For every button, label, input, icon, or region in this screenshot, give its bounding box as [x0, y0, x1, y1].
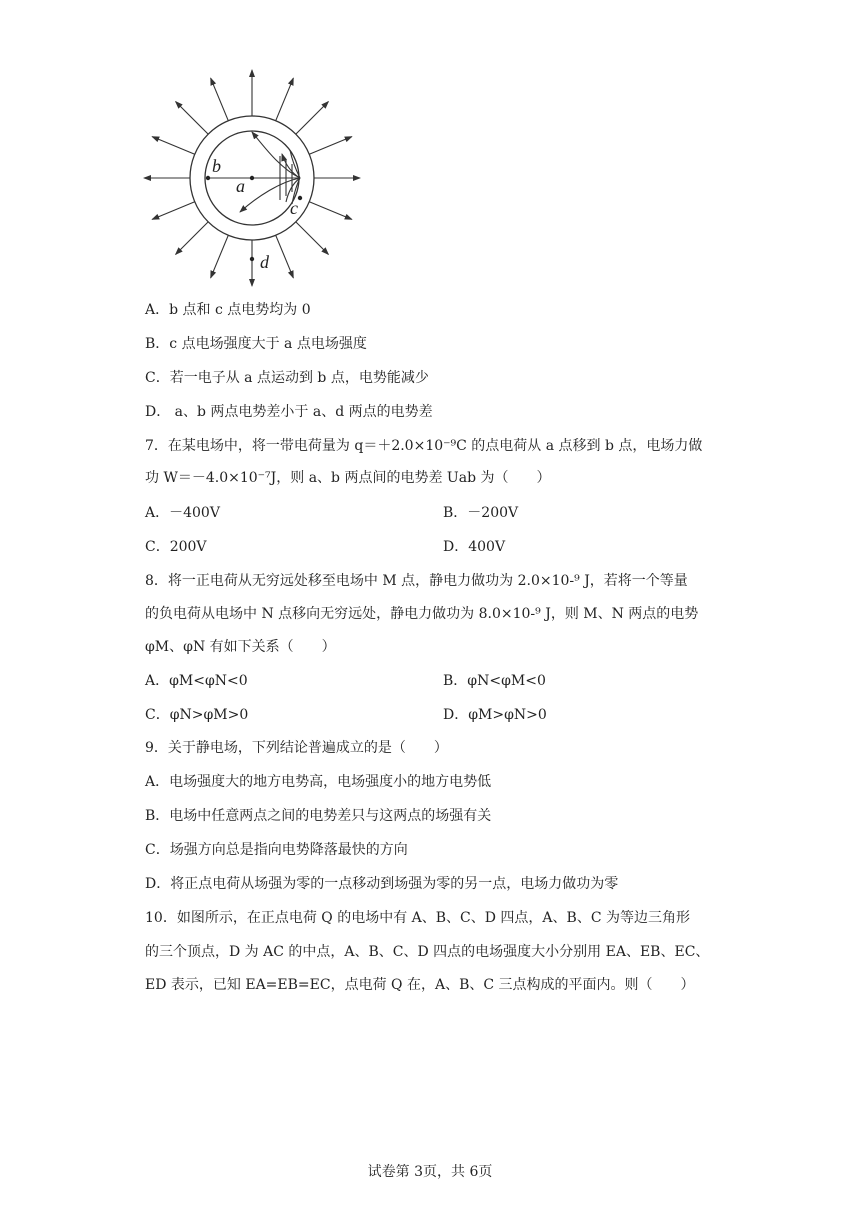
q6-option-c: C．若一电子从 a 点运动到 b 点，电势能减少	[145, 370, 429, 386]
q10-stem-line1: 10．如图所示，在正点电荷 Q 的电场中有 A、B、C、D 四点，A、B、C 为等边三角形	[145, 910, 690, 926]
q6-option-b: B．c 点电场强度大于 a 点电场强度	[145, 336, 367, 352]
page-footer: 试卷第 3页，共 6页	[367, 1164, 493, 1180]
q7-option-b: B．－200V	[443, 505, 519, 521]
field-arrow	[276, 78, 294, 120]
field-arrow	[309, 202, 351, 220]
q9-option-d: D．将正点电荷从场强为零的一点移动到场强为零的另一点，电场力做功为零	[145, 876, 619, 892]
field-arrow	[276, 235, 294, 277]
q10-stem-line2: 的三个顶点，D 为 AC 的中点，A、B、C、D 四点的电场强度大小分别用 EA、EB、EC、	[145, 944, 710, 960]
field-arrow	[296, 222, 329, 255]
field-arrow	[152, 137, 194, 155]
field-arrow	[211, 235, 229, 277]
field-arrow	[152, 202, 194, 220]
electric-field-figure	[140, 68, 380, 288]
q8-stem-line1: 8．将一正电荷从无穷远处移至电场中 M 点，静电力做功为 2.0×10-⁹ J，若将一个等量	[145, 573, 688, 589]
q10-stem-line3: ED 表示，已知 EA=EB=EC，点电荷 Q 在，A、B、C 三点构成的平面内。则（ ）	[145, 977, 695, 993]
label-c: c	[290, 198, 298, 218]
q9-option-b: B．电场中任意两点之间的电势差只与这两点的场强有关	[145, 808, 492, 824]
q8-stem-line3: φM、φN 有如下关系（ ）	[145, 639, 336, 655]
q7-stem-line2: 功 W＝－4.0×10⁻⁷J，则 a、b 两点间的电势差 Uab 为（ ）	[145, 470, 551, 486]
q9-option-c: C．场强方向总是指向电势降落最快的方向	[145, 842, 408, 858]
q7-option-a: A．－400V	[145, 505, 220, 521]
q8-stem-line2: 的负电荷从电场中 N 点移向无穷远处，静电力做功为 8.0×10-⁹ J，则 M、N 两点的电势	[145, 606, 699, 622]
q8-option-d: D．φM>φN>0	[443, 707, 547, 723]
q8-option-c: C．φN>φM>0	[145, 707, 249, 723]
q9-option-a: A．电场强度大的地方电势高，电场强度小的地方电势低	[145, 774, 492, 790]
field-arrow	[211, 78, 229, 120]
q7-stem-line1: 7．在某电场中，将一带电荷量为 q＝＋2.0×10⁻⁹C 的点电荷从 a 点移到 b 点，电场力做	[145, 438, 703, 454]
field-arrow	[309, 137, 351, 155]
q6-option-a: A．b 点和 c 点电势均为 0	[145, 302, 311, 318]
q7-option-d: D．400V	[443, 539, 506, 555]
q8-option-b: B．φN<φM<0	[443, 673, 546, 689]
label-a: a	[236, 176, 245, 196]
field-arrow	[176, 102, 209, 135]
q6-option-d: D． a、b 两点电势差小于 a、d 两点的电势差	[145, 404, 433, 420]
label-d: d	[260, 252, 269, 272]
label-b: b	[212, 156, 221, 176]
q7-option-c: C．200V	[145, 539, 207, 555]
field-arrow	[296, 102, 329, 135]
q9-stem: 9．关于静电场，下列结论普遍成立的是（ ）	[145, 740, 448, 756]
inner-field-lines	[208, 132, 300, 212]
q8-option-a: A．φM<φN<0	[145, 673, 248, 689]
point-markers	[206, 176, 302, 261]
field-arrow	[176, 222, 209, 255]
